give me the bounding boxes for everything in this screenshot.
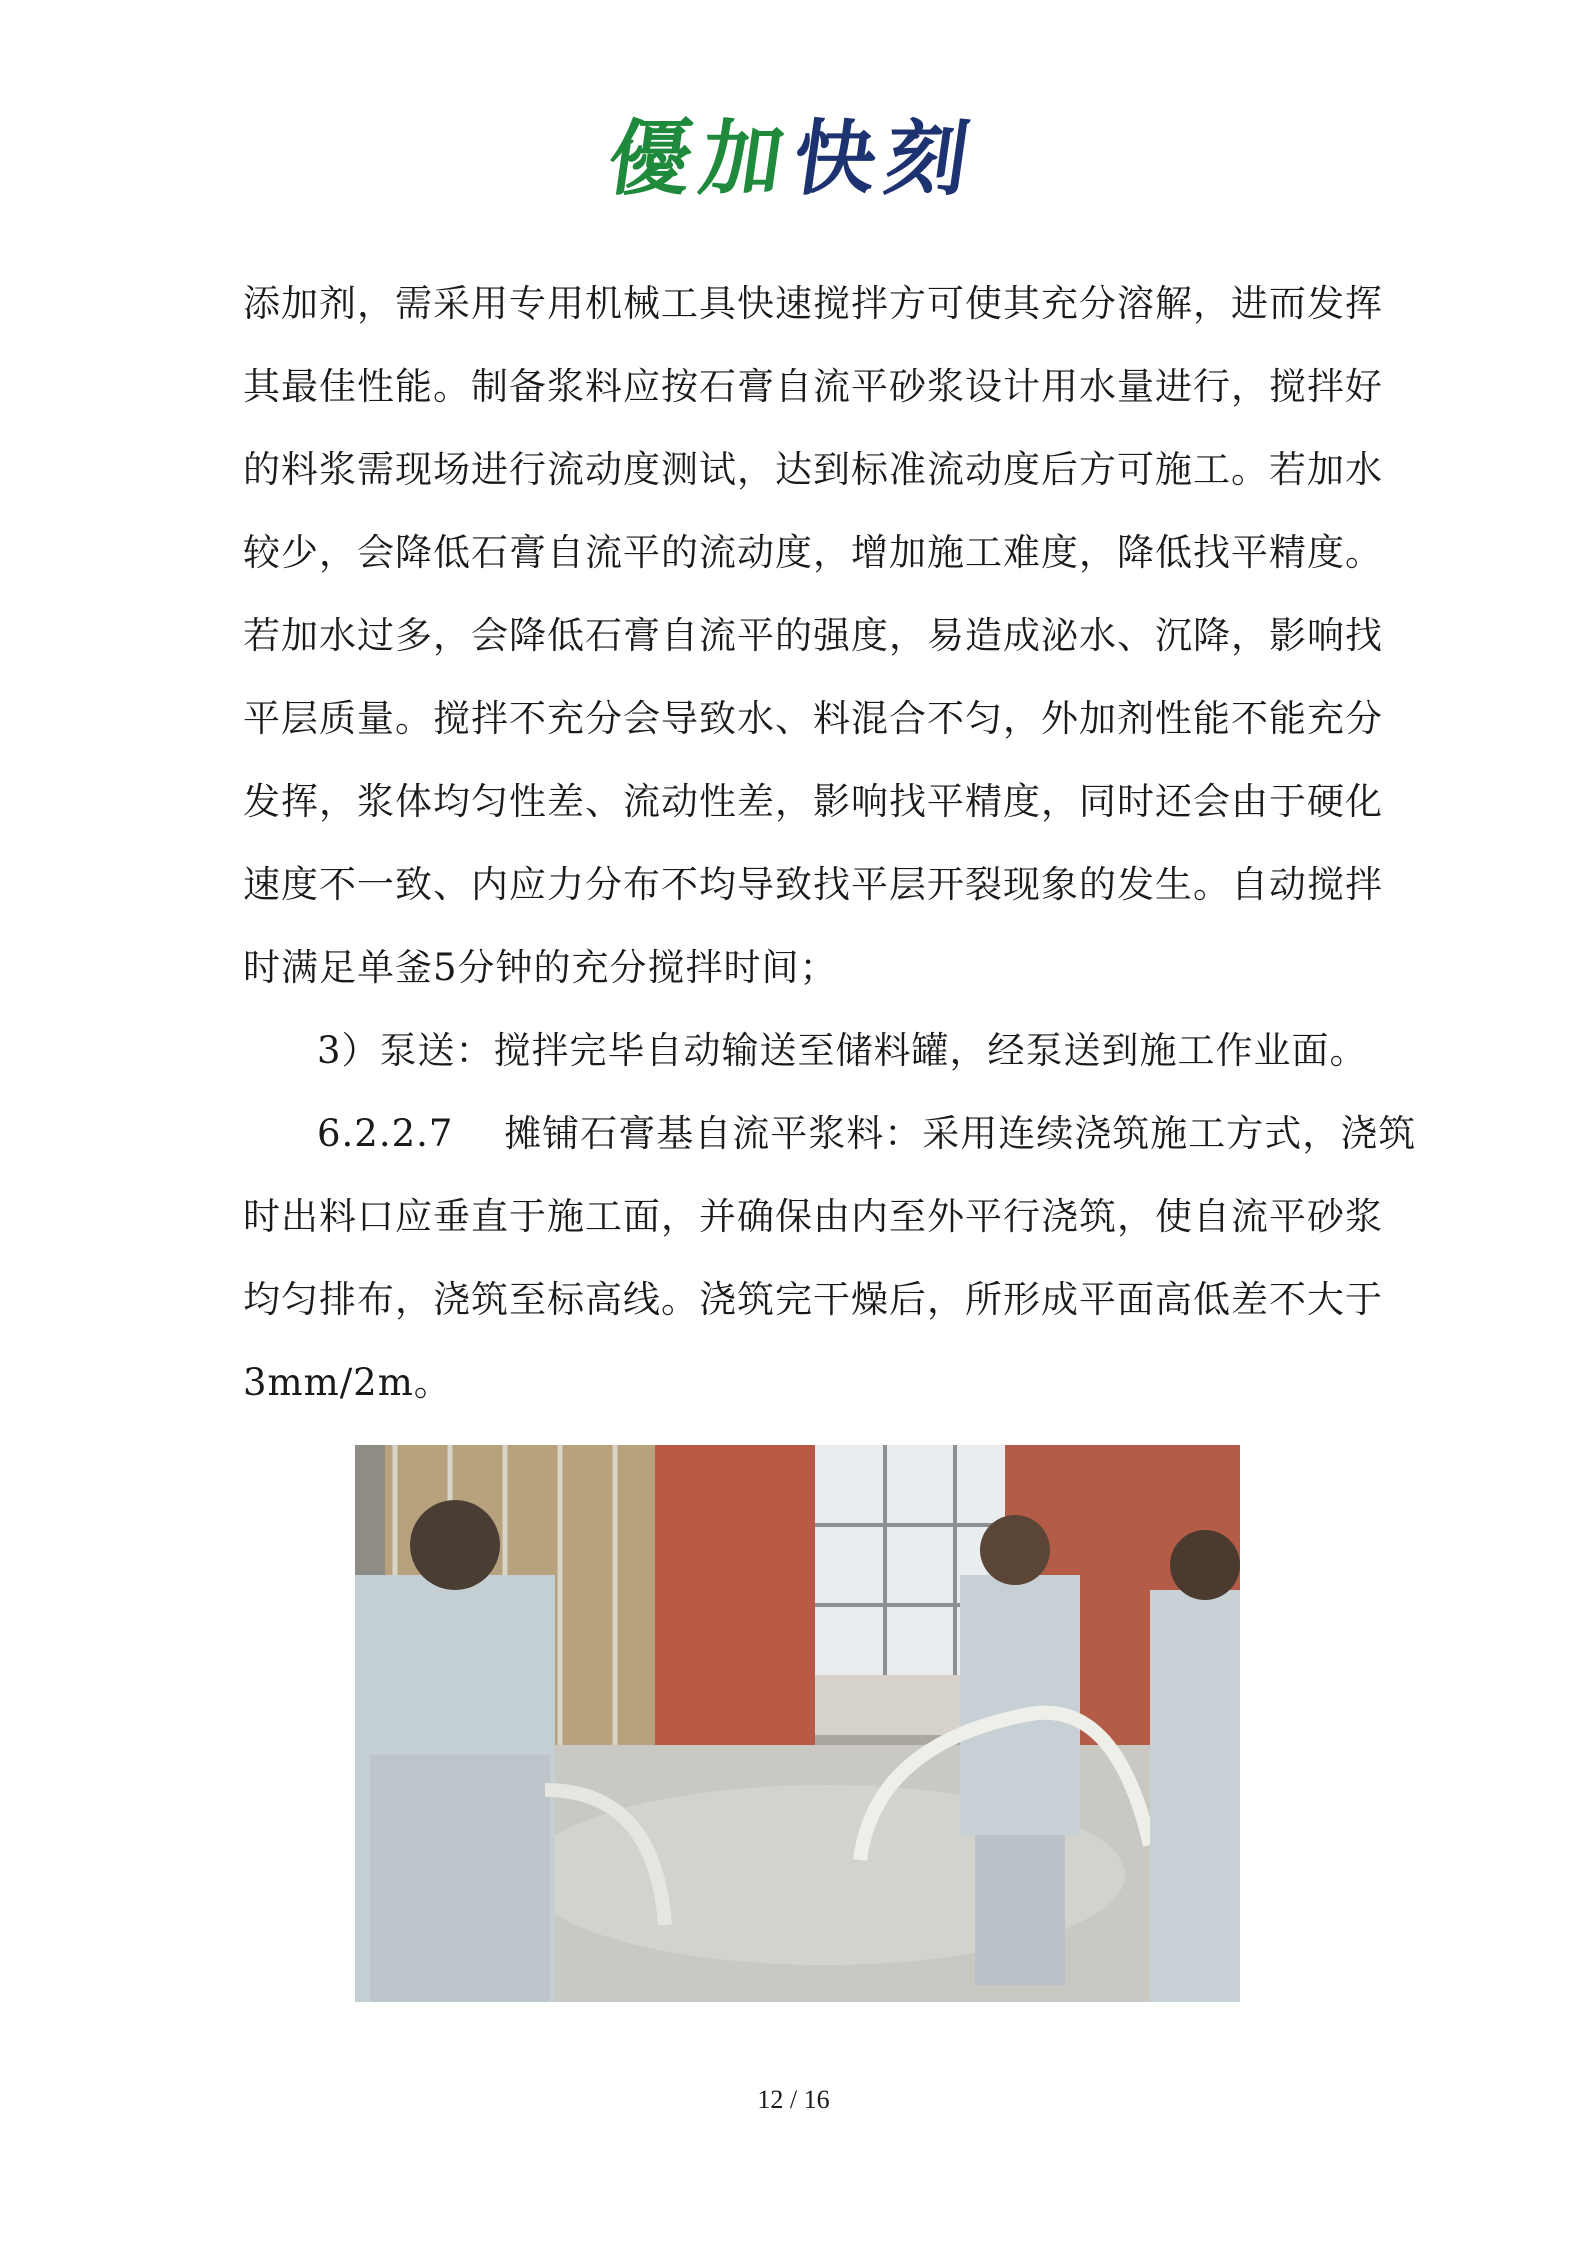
text-line: 均匀排布，浇筑至标高线。浇筑完干燥后，所形成平面高低差不大于 [243,1278,1383,1321]
text-line: 3）泵送：搅拌完毕自动输送至储料罐，经泵送到施工作业面。 [317,1029,1368,1072]
paragraph-pumping [243,1009,1368,1092]
paragraph-mixing [243,262,1383,1009]
logo-char-2: 加 [694,111,801,207]
workers-pouring-self-leveling-photo [355,1445,1240,2002]
paragraph-section-6-2-2-7 [243,1092,1417,1424]
text-line: 的料浆需现场进行流动度测试，达到标准流动度后方可施工。若加水 [243,448,1383,491]
text-line: 3mm/2m。 [243,1361,452,1404]
text-line: 其最佳性能。制备浆料应按石膏自流平砂浆设计用水量进行，搅拌好 [243,365,1383,408]
company-logo [0,111,1587,207]
text-line: 6.2.2.7 摊铺石膏基自流平浆料：采用连续浇筑施工方式，浇筑 [317,1112,1417,1155]
logo-char-1: 優 [602,111,709,207]
text-line: 发挥，浆体均匀性差、流动性差，影响找平精度，同时还会由于硬化 [243,780,1383,823]
page-number: 12 / 16 [757,2085,830,2114]
text-line: 时满足单釜5分钟的充分搅拌时间； [243,946,838,989]
text-line: 平层质量。搅拌不充分会导致水、料混合不匀，外加剂性能不能充分 [243,697,1383,740]
text-line: 速度不一致、内应力分布不均导致找平层开裂现象的发生。自动搅拌 [243,863,1383,906]
text-line: 添加剂，需采用专用机械工具快速搅拌方可使其充分溶解，进而发挥 [243,282,1383,325]
logo-char-3: 快 [786,111,893,207]
text-line: 若加水过多，会降低石膏自流平的强度，易造成泌水、沉降，影响找 [243,614,1383,657]
body-text [243,262,1417,1424]
text-line: 时出料口应垂直于施工面，并确保由内至外平行浇筑，使自流平砂浆 [243,1195,1383,1238]
construction-photo [355,1445,1240,2002]
logo-char-4: 刻 [878,111,985,207]
text-line: 较少，会降低石膏自流平的流动度，增加施工难度，降低找平精度。 [243,531,1383,574]
